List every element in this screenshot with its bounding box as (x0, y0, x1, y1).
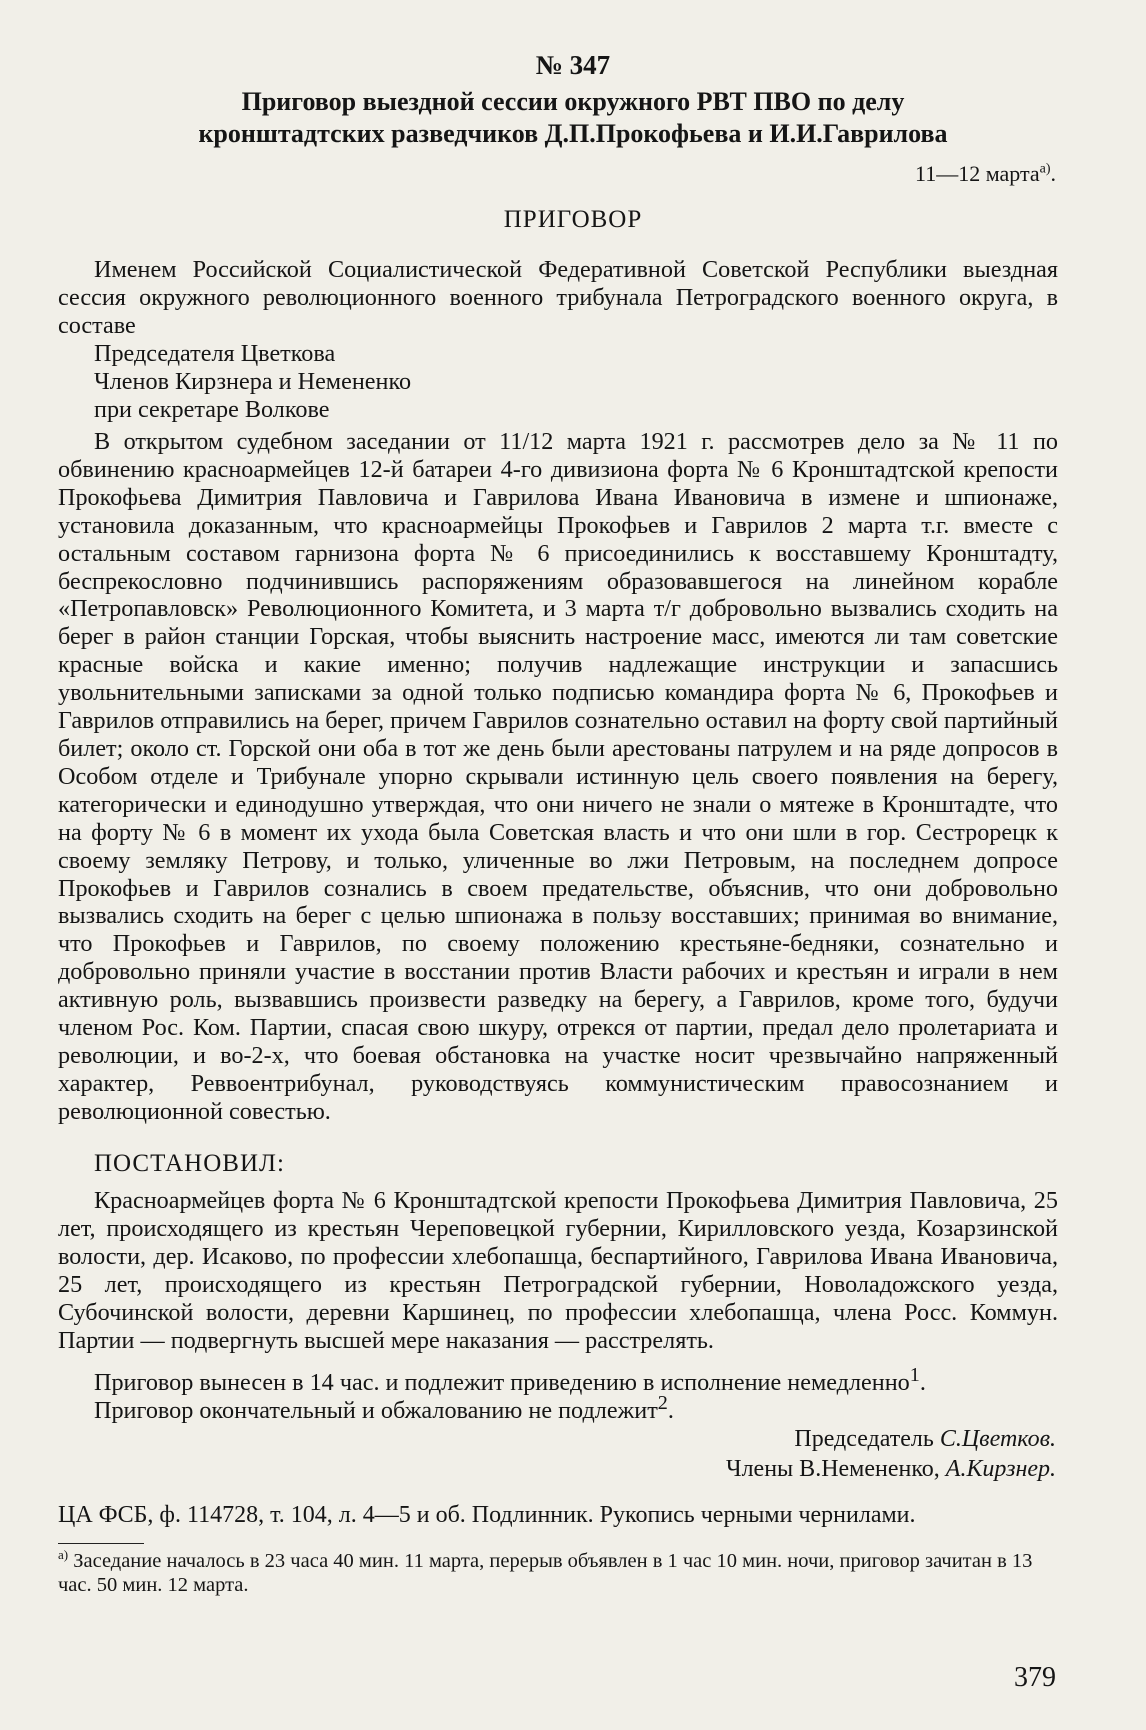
finality-clause: Приговор окончательный и обжалованию не подлежит$^2$. (94, 1391, 674, 1424)
members-line: Членов Кирзнера и Нeмененко (94, 367, 412, 395)
footnote-text: Заседание началось в 23 часа 40 мин. 11 марта, перерыв объявлен в 1 час 10 мин. ночи, приговор зачитан в 13 час. 50 мин. 12 марта. (58, 1550, 1033, 1596)
tribunal-composition (58, 256, 1058, 423)
sentence-paragraph: Красноармейцев форта № 6 Кронштадтской крепости Прокофьева Димитрия Павловича, 25 лет, происходящего из крестьян Череповецкой губернии, Кирилловского уезда, Козарзинской волости, дер. Исаково, по профессии хлебопашца, беспартийного, Гаврилова Ивана Ивановича, 25 лет, происходящего из крестьян Петроградской губернии, Новоладожского уезда, Субочинской волости, деревни Каршинец, по профессии хлебопашца, члена Росс. Коммун. Партии — подвергнуть высшей мере наказания — расстрелять. (58, 1187, 1058, 1354)
archive-reference: ЦА ФСБ, ф. 114728, т. 104, л. 4—5 и об. Подлинник. Рукопись черными чернилами. (58, 1502, 916, 1528)
verdict-heading: ПРИГОВОР (503, 206, 643, 233)
footnote-marker: а) (58, 1547, 69, 1563)
chair-name: С.Цветков. (939, 1426, 1056, 1452)
secretary-line: при секретаре Волкове (94, 395, 330, 423)
footnote (58, 1549, 1058, 1597)
date-text: 11—12 марта (915, 161, 1040, 186)
intro-paragraph: Именем Российской Социалистической Федеративной Советской Республики выездная сессия окружного революционного военного трибунала Петроградского военного округа, в составе (58, 256, 1058, 339)
title-line-1: Приговор выездной сессии окружного РВТ ПВО по делу (241, 87, 905, 116)
members-signature (726, 1456, 1056, 1483)
case-findings (58, 428, 1058, 1126)
document-title (80, 86, 1066, 150)
finality-text: Приговор окончательный и обжалованию не подлежит (94, 1396, 658, 1424)
title-line-2: кронштадтских разведчиков Д.П.Прокофьева и И.И.Гаврилова (198, 119, 948, 148)
footnote-ref-1: 1 (909, 1363, 920, 1386)
footnote-divider (58, 1543, 144, 1544)
member-name: А.Кирзнер. (945, 1456, 1056, 1482)
date-footnote-marker: а) (1039, 161, 1051, 177)
page-number: 379 (1014, 1662, 1056, 1693)
footnote-ref-2: 2 (657, 1391, 668, 1414)
findings-paragraph: В открытом судебном заседании от 11/12 марта 1921 г. рассмотрев дело за № 11 по обвинению красноармейцев 12-й батареи 4-го дивизиона форта № 6 Кронштадтской крепости Прокофьева Димитрия Павловича и Гаврилова Ивана Ивановича в измене и шпионаже, установила доказанным, что красноармейцы Прокофьев и Гаврилов 2 марта т.г. вместе с остальным составом гарнизона форта № 6 присоединились к восставшему Кронштадту, беспрекословно подчинившись распоряжениям образовавшегося на линейном корабле «Петропавловск» Революционного Комитета, и 3 марта т/г добровольно вызвались сходить на берег в район станции Горская, чтобы выяснить настроение масс, имеются ли там советские красные войска и какие именно; получив надлежащие инструкции и запасшись увольнительными записками за одной только подписью командира форта № 6, Прокофьев и Гаврилов отправились на берег, причем Гаврилов сознательно оставил на форту свой партийный билет; около ст. Горской они оба в тот же день были арестованы патрулем и на ряде допросов в Особом отделе и Трибунале упорно скрывали истинную цель своего появления на берегу, категорически и единодушно утверждая, что они ничего не знали о мятеже в Кронштадте, что на форту № 6 в момент их ухода была Советская власть и что они шли в гор. Сестрорецк к своему земляку Петрову, и только, уличенные во лжи Петровым, на последнем допросе Прокофьев и Гаврилов сознались в своем предательстве, объяснив, что они добровольно вызвались сходить на берег с целью шпионажа в пользу восставших; принимая во внимание, что Прокофьев и Гаврилов, по своему положению крестьяне-бедняки, сознательно и добровольно приняли участие в восстании против Власти рабочих и крестьян и играли в нем активную роль, вызвавшись произвести разведку на берегу, а Гаврилов, кроме того, будучи членом Рос. Ком. Партии, спасая свою шкуру, отрекся от партии, предал дело пролетариата и революции, и во-2-х, что боевая обстановка на участке носит чрезвычайно напряженный характер, Реввоентрибунал, руководствуясь коммунистическим правосознанием и революционной совестью. (58, 428, 1058, 1125)
document-number: № 347 (535, 50, 611, 80)
members-label: Члены В.Немененко, (725, 1456, 940, 1482)
resolved-heading: ПОСТАНОВИЛ: (94, 1150, 285, 1177)
chair-label: Председатель (794, 1426, 934, 1452)
execution-text: Приговор вынесен в 14 час. и подлежит приведению в исполнение немедленно (94, 1369, 910, 1396)
execution-clause: Приговор вынесен в 14 час. и подлежит приведению в исполнение немедленно$^1$. (94, 1363, 926, 1396)
chairman-signature (794, 1426, 1056, 1453)
document-date: 11—12 марта$^{а)}$. (915, 161, 1056, 186)
chairman-line: Председателя Цветкова (94, 339, 336, 367)
sentence-section (58, 1187, 1058, 1354)
final-provisions (58, 1363, 1058, 1425)
